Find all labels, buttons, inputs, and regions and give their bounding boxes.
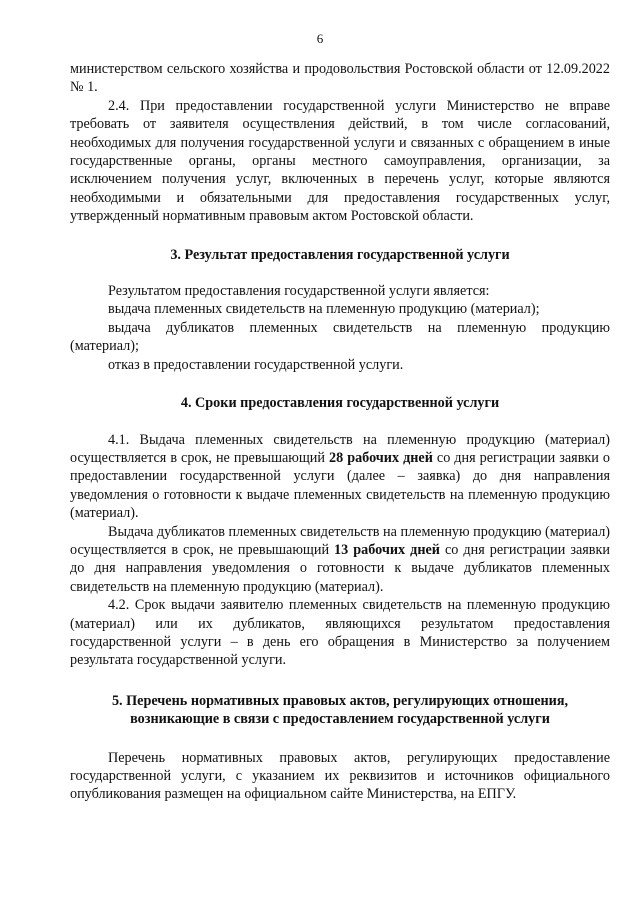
result-item-1: выдача племенных свидетельств на племенную продукцию (материал); <box>108 301 540 318</box>
result-intro: Результатом предоставления государственной услуги является: <box>108 283 490 300</box>
paragraph-continued: министерством сельского хозяйства и продовольствия Ростовской области от 12.09.2022 № 1. <box>70 61 610 96</box>
paragraph-4-1-start: 4.1. Выдача племенных свидетельств на племенную продукцию (материал) осуществляется в срок, не превышающий <box>70 431 610 466</box>
result-item-2: выдача дубликатов племенных свидетельств на племенную продукцию (материал); <box>70 319 610 355</box>
section-3-heading: 3. Результат предоставления государственной услуги <box>170 246 510 263</box>
paragraph-5: Перечень нормативных правовых актов, регулирующих предоставление государственной услуги, с указанием их реквизитов и источников официального опубликования размещен на официальном сайте Министерства, на ЕПГУ. <box>70 749 610 803</box>
result-item-3: отказ в предоставлении государственной услуги. <box>108 356 404 373</box>
section-4-heading: 4. Сроки предоставления государственной услуги <box>180 395 500 412</box>
paragraph-4-2: 4.2. Срок выдачи заявителю племенных свидетельств на племенную продукцию (материал) или их дубликатов, являющихся результатом предоставления государственной услуги – в день его обращения в Министерство за получением результата государственной услуги. <box>70 597 610 669</box>
paragraph-duplicates <box>70 523 610 597</box>
paragraph-duplicates-end: со дня регистрации заявки до дня направления уведомления о готовности к выдаче дубликатов племенных свидетельств на племенную продукцию (материал). <box>70 541 610 595</box>
term-13-days: 13 рабочих дней <box>334 541 440 558</box>
page-number: 6 <box>316 31 324 46</box>
paragraph-4-1-end: со дня регистрации заявки о предоставлении государственной услуги (далее – заявка) до дня направления уведомления о готовности к выдаче племенных свидетельств на племенную продукцию (материал). <box>70 449 610 522</box>
term-28-days: 28 рабочих дней <box>329 449 433 466</box>
paragraph-2-4: 2.4. При предоставлении государственной услуги Министерство не вправе требовать от заявителя осуществления действий, в том числе согласований, необходимых для получения государственной услуги и связанных с обращением в иные государственные органы, органы местного самоуправления, организации, за исключением получения услуг, включенных в перечень услуг, которые являются необходимыми и обязательными для предоставления государственных услуг, утвержденный нормативным правовым актом Ростовской области. <box>70 97 610 225</box>
paragraph-duplicates-start: Выдача дубликатов племенных свидетельств на племенную продукцию (материал) осуществляется в срок, не превышающий <box>70 523 610 558</box>
section-5-heading: 5. Перечень нормативных правовых актов, регулирующих отношения, возникающие в связи с предоставлением государственной услуги <box>111 692 569 728</box>
document-body <box>70 60 610 804</box>
paragraph-4-1 <box>70 431 610 523</box>
